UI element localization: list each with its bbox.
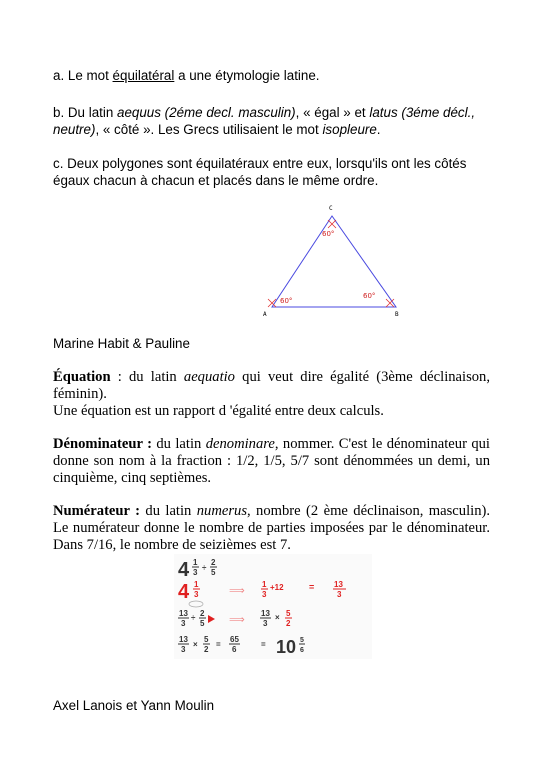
times-operator: ×: [275, 613, 280, 622]
text: , nombre (2 ème déclinaison, masculin). Le numérateur donne le nombre de parties imposées par le dénominateur. Dans 7/16, le nombre de seizièmes est 7.: [53, 503, 490, 553]
row-4: [178, 635, 305, 657]
whole-number: 4: [178, 581, 190, 603]
vertex-label-c: C: [329, 205, 333, 212]
numerator: 1: [194, 580, 199, 589]
author-name: Marine Habit & Pauline: [53, 336, 190, 351]
circle-arrow-icon: [189, 601, 203, 607]
angle-label-a: 60°: [280, 297, 293, 305]
paragraph-a: [53, 67, 490, 84]
times-operator: ×: [193, 640, 198, 649]
term: Dénominateur :: [53, 436, 152, 452]
equals-sign: =: [309, 582, 315, 592]
latin-word: numerus: [196, 503, 248, 519]
plus-twelve: +12: [270, 583, 284, 592]
text: , nommer. C'est le dénominateur qui donne son nom à la fraction : 1/2, 1/5, 5/7 sont dénommées un demi, un cinquième, cinq septièmes.: [53, 436, 490, 486]
fraction-division-illustration: [174, 554, 372, 659]
numerator: 5: [204, 635, 209, 644]
text: c. Deux polygones sont équilatéraux entre eux, lorsqu'ils ont les côtés égaux chacun à chacun et placés dans le même ordre.: [53, 156, 467, 188]
numerator: 5: [300, 637, 304, 644]
latin-term: latus (3éme décl., neutre): [53, 105, 476, 137]
denominator: 6: [300, 647, 304, 654]
red-arrow-icon: [208, 615, 215, 623]
denominator: 3: [194, 590, 199, 599]
numerator: 1: [262, 580, 267, 589]
equals-sign: =: [216, 640, 221, 649]
term: Équation: [53, 369, 111, 385]
denominator: 3: [263, 619, 268, 628]
numerator: 2: [211, 558, 216, 567]
definition-denominateur: [53, 436, 490, 487]
arrow-icon: ⟹: [229, 614, 245, 626]
denominator: 2: [286, 619, 291, 628]
text: du latin: [151, 436, 206, 452]
text: a. Le mot: [53, 68, 113, 83]
angle-label-b: 60°: [363, 292, 376, 300]
latin-word: aequatio: [183, 369, 235, 385]
text: du latin: [140, 503, 197, 519]
text: b. Du latin: [53, 105, 118, 120]
whole-number: 10: [276, 637, 297, 657]
latin-term: aequus (2éme decl. masculin): [117, 105, 296, 120]
author-credit-2: [53, 697, 490, 714]
row-2: [178, 580, 346, 607]
numerator: 5: [286, 609, 291, 618]
paragraph-b: [53, 104, 495, 138]
denominator: 3: [262, 590, 267, 599]
greek-term: isopleure: [322, 122, 377, 137]
author-credit-1: [53, 335, 490, 352]
denominator: 5: [211, 568, 216, 577]
numerator: 13: [179, 609, 188, 618]
numerator: 65: [230, 635, 239, 644]
denominator: 3: [337, 590, 342, 599]
row-3: [178, 609, 292, 628]
denominator: 3: [181, 619, 186, 628]
angle-label-c: 60°: [322, 230, 335, 238]
equilateral-triangle-diagram: [258, 200, 408, 322]
definition-numerateur: [53, 503, 490, 554]
equals-sign: =: [261, 640, 266, 649]
denominator: 6: [232, 645, 237, 654]
definition-equation: [53, 369, 490, 420]
numerator: 13: [261, 609, 270, 618]
divide-operator: ÷: [202, 563, 207, 572]
vertex-label-a: A: [263, 311, 267, 318]
numerator: 2: [200, 609, 205, 618]
numerator: 13: [334, 580, 343, 589]
denominator: 3: [193, 568, 198, 577]
text: a une étymologie latine.: [174, 68, 320, 83]
numerator: 13: [179, 635, 188, 644]
author-name: Axel Lanois et Yann Moulin: [53, 698, 215, 713]
paragraph-c: [53, 155, 485, 189]
vertex-label-b: B: [395, 311, 399, 318]
denominator: 5: [200, 619, 205, 628]
denominator: 3: [181, 645, 186, 654]
underlined-word: équilatéral: [112, 68, 175, 83]
text: : du latin: [110, 369, 184, 385]
denominator: 2: [204, 645, 209, 654]
numerator: 1: [193, 558, 198, 567]
whole-number: 4: [178, 559, 190, 581]
text: , « côté ». Les Grecs utilisaient le mot: [95, 122, 323, 137]
text: qui veut dire égalité (3ème déclinaison, féminin).: [53, 369, 490, 402]
divide-operator: ÷: [191, 613, 196, 622]
text: , « égal » et: [295, 105, 370, 120]
row-1: [178, 558, 217, 581]
latin-word: denominare: [205, 436, 275, 452]
text: .: [376, 122, 381, 137]
term: Numérateur :: [53, 503, 140, 519]
text: Une équation est un rapport d 'égalité entre deux calculs.: [53, 403, 384, 419]
arrow-icon: ⟹: [229, 585, 245, 597]
